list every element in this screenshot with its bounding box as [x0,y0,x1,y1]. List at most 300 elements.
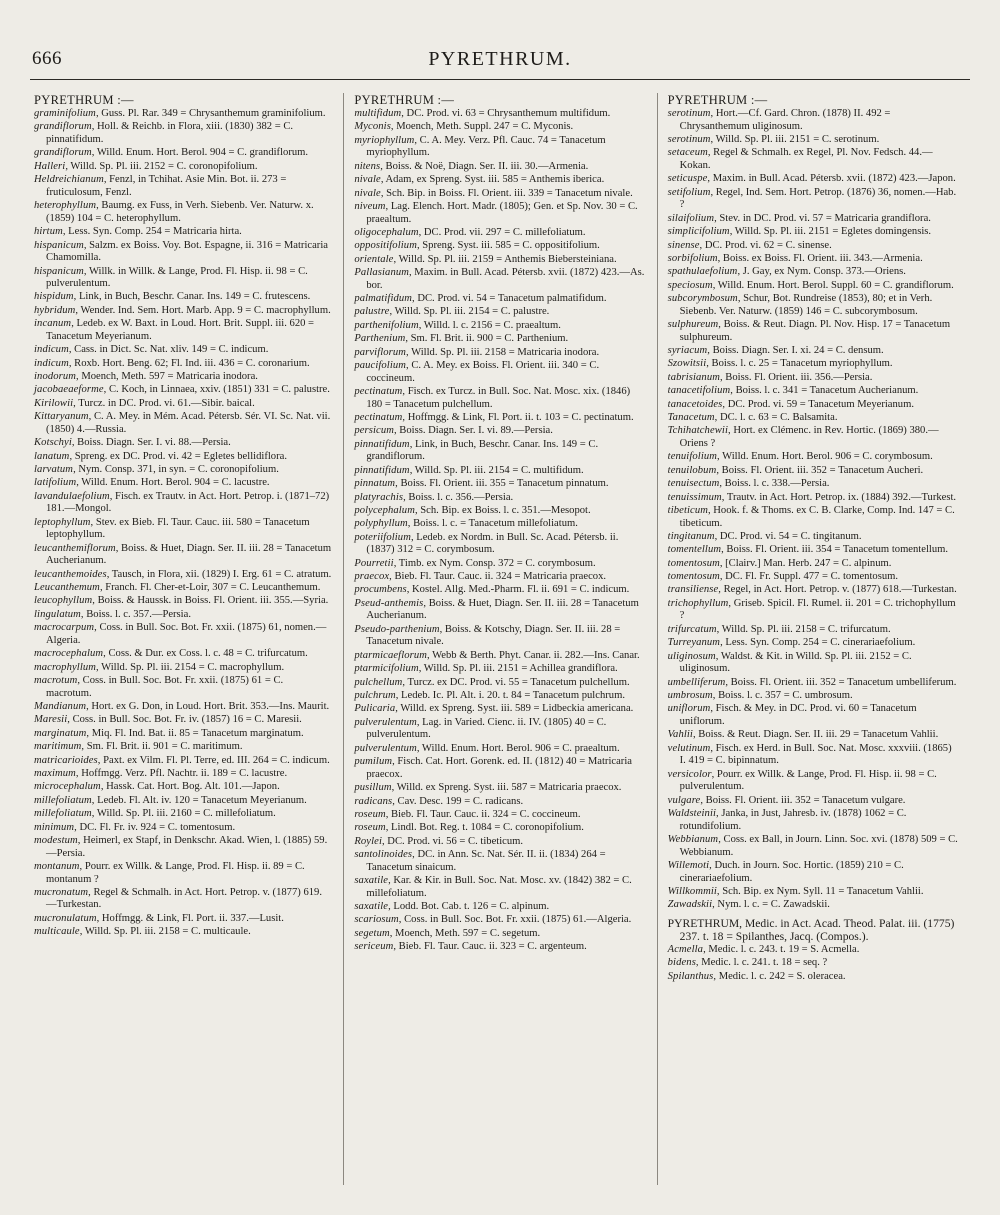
species-name: procumbens [354,584,407,596]
citation-text: , Link, in Buch, Beschr. Canar. Ins. 149 = C. frutescens. [73,291,311,303]
index-entry [668,385,958,398]
citation-text: , Coss. ex Ball, in Journ. Linn. Soc. xvi. (1878) 509 = C. Webbianum. [679,834,958,858]
citation-text: , Willd. Enum. Hort. Berol. 904 = C. grandiflorum. [91,147,309,159]
citation-text: , Heimerl, ex Stapf, in Denkschr. Akad. Wien, l. (1885) 59.—Persia. [46,834,328,859]
column-1 [30,93,343,1185]
index-entry [668,280,958,293]
species-name: sulphureum [667,319,719,331]
species-name: hispanicum [34,265,84,277]
index-entry [354,703,644,716]
index-entry [354,121,644,134]
index-entry [668,147,958,172]
index-entry [668,899,958,912]
index-entry [668,465,958,478]
species-name: Halleri [34,160,66,172]
species-name: Leucanthemum [34,582,100,594]
index-entry [668,412,958,425]
species-name: Pseud-anthemis [354,597,424,609]
species-name: bidens [667,957,696,969]
citation-text: , Willd. l. c. 2156 = C. praealtum. [418,319,561,331]
citation-text: , Fisch. ex Herd. in Bull. Soc. Nat. Mosc. xxxviii. (1865) I. 419 = C. bipinnatum. [679,742,952,767]
species-name: pinnatum [354,478,396,490]
species-name: indicum [34,344,69,356]
species-name: pulverulentum [354,742,417,754]
species-name: Turreyanum [667,637,721,649]
species-name: minimum [34,821,75,833]
species-name: trifurcatum [667,623,717,635]
citation-text: , Paxt. ex Vilm. Fl. Pl. Terre, ed. III. 264 = C. indicum. [97,754,330,766]
index-entry [668,886,958,899]
species-name: heterophyllum [34,200,97,212]
citation-text: , DC. Prod. vii. 297 = C. millefoliatum. [418,226,586,238]
species-name: trichophyllum [667,597,729,609]
citation-text: , Duch. in Journ. Soc. Hortic. (1859) 210 = C. cinerariaefolium. [679,860,904,884]
index-entry [34,714,331,727]
citation-text: , Maxim. in Bull. Acad. Pétersb. xvii. (1872) 423.—As. bor. [366,267,645,291]
citation-text: , Pourr. ex Willk. & Lange, Prod. Fl. Hisp. ii. 89 = C. montanum ? [46,860,305,885]
citation-text: , Timb. ex Nym. Consp. 372 = C. corymbosum. [393,557,596,569]
species-name: multifidum [354,108,402,119]
index-entry [34,795,331,808]
species-name: nivale [354,187,381,199]
index-entry [34,398,331,411]
index-entry [354,875,644,900]
citation-text: , C. A. Mey. in Mém. Acad. Pétersb. Sér. VI. Sc. Nat. vii. (1850) 4.—Russia. [46,411,331,435]
index-entry [354,518,644,531]
species-name: montanum [34,860,80,872]
species-name: Pallasianum [354,267,409,279]
citation-text: , Willd. Enum. Hort. Berol. 906 = C. corymbosum. [717,451,933,463]
index-entry [668,253,958,266]
species-name: spathulaefolium [667,266,738,278]
species-name: maritimum [34,741,82,753]
citation-text: , Willd. ex Spreng. Syst. iii. 587 = Matricaria praecox. [391,782,622,794]
index-entry [34,108,331,121]
citation-text: , Trautv. in Act. Hort. Petrop. ix. (1884) 392.—Turkest. [721,491,957,503]
entry-list [354,108,644,954]
citation-text: , Boiss. l. c. 357 = C. umbrosum. [712,690,853,702]
species-name: latifolium [34,477,77,489]
citation-text: , Hort. ex Clémenc. in Rev. Hortic. (1869) 380.—Oriens ? [679,425,939,449]
species-name: sinense [667,239,700,251]
citation-text: , Bieb. Fl. Taur. Cauc. ii. 324 = Matricaria praecox. [389,571,607,583]
index-entry [34,675,331,700]
index-entry [34,926,331,939]
citation-text: , Lag. Elench. Hort. Madr. (1805); Gen. et Sp. Nov. 30 = C. praealtum. [366,200,638,225]
index-entry [354,478,644,491]
citation-text: , DC. l. c. 63 = C. Balsamita. [714,412,838,423]
citation-text: , Willd. ex Spreng. Syst. iii. 589 = Lidbeckia americana. [395,703,634,715]
species-name: persicum [354,425,394,437]
species-name: hispidum [34,291,74,303]
species-name: hispanicum [34,239,84,251]
citation-text: , Hook. f. & Thoms. ex C. B. Clarke, Comp. Ind. 147 = C. tibeticum. [679,504,955,529]
citation-text: , Roxb. Hort. Beng. 62; Fl. Ind. iii. 436 = C. coronarium. [68,357,310,369]
index-entry [34,344,331,357]
index-entry [354,928,644,941]
citation-text: , Nym. l. c. = C. Zawadskii. [712,899,830,911]
species-name: matricarioides [34,754,98,766]
index-entry [34,622,331,647]
species-name: lavandulaefolium [34,490,110,502]
index-entry [668,729,958,742]
citation-text: , Medic. l. c. 242 = S. oleracea. [713,970,846,982]
index-entry [354,598,644,623]
species-name: leucanthemiflorum [34,542,116,554]
species-name: tomentosum [667,571,720,583]
citation-text: , Fenzl, in Tchihat. Asie Min. Bot. ii. 273 = fruticulosum, Fenzl. [46,174,287,198]
citation-text: , Willd. Sp. Pl. iii. 2152 = C. coronopifolium. [65,160,258,172]
species-name: ptarmicifolium [354,663,419,675]
index-entry [668,358,958,371]
index-entry [354,650,644,663]
index-entry [668,451,958,464]
index-entry [354,624,644,649]
citation-text: , Moench, Meth. 597 = C. segetum. [389,927,541,939]
index-entry [354,677,644,690]
index-entry [34,755,331,768]
index-entry [668,108,958,133]
species-name: tibeticum [667,504,708,516]
citation-text: , Link, in Buch, Beschr. Canar. Ins. 149 = C. grandiflorum. [366,438,599,463]
index-entry [34,582,331,595]
citation-text: , Boiss. l. c. 338.—Persia. [719,478,830,490]
species-name: tanacetoides [667,398,723,410]
citation-text: , Medic. l. c. 241. t. 18 = seq. ? [695,957,828,969]
citation-text: , Boiss. l. c. 357.—Persia. [80,608,191,620]
species-name: praecox [354,571,390,583]
index-entry [354,306,644,319]
citation-text: , Pourr. ex Willk. & Lange, Prod. Fl. Hisp. ii. 98 = C. pulverulentum. [679,768,937,793]
species-name: macrocarpum [34,622,95,634]
index-entry [354,505,644,518]
species-name: jacobaeaeforme [34,384,104,396]
citation-text: , Boiss. l. c. 341 = Tanacetum Aucherianum. [730,385,919,397]
species-name: Parthenium [354,333,406,345]
footer-lead: PYRETHRUM, Medic. in Act. Acad. Theod. Palat. iii. (1775) 237. t. 18 = Spilanthes, Jacq. (Compos.). [667,917,955,943]
species-name: velutinum [667,742,711,754]
citation-text: , Bieb. Fl. Taur. Cauc. ii. 323 = C. argenteum. [393,941,587,953]
citation-text: , Waldst. & Kit. in Willd. Sp. Pl. iii. 2152 = C. uliginosum. [679,650,912,675]
citation-text: , Griseb. Spicil. Fl. Rumel. ii. 201 = C. trichophyllum ? [679,597,956,622]
species-name: inodorum [34,371,77,383]
citation-text: , DC. Prod. vi. 56 = C. tibeticum. [382,835,524,847]
species-name: umbelliferum [667,676,726,688]
species-name: tenuifolium [667,451,718,463]
index-entry [34,161,331,174]
index-entry [354,663,644,676]
index-entry [668,372,958,385]
species-name: Kotschyi [34,437,72,449]
index-entry [354,901,644,914]
species-name: Vahlii [667,729,693,741]
citation-text: , Coss. & Dur. ex Coss. l. c. 48 = C. trifurcatum. [103,648,308,660]
citation-text: , Franch. Fl. Cher-et-Loir, 307 = C. Leucanthemum. [99,582,321,594]
citation-text: , Wender. Ind. Sem. Hort. Marb. App. 9 = C. macrophyllum. [75,304,331,316]
index-entry [34,371,331,384]
index-entry [34,437,331,450]
species-name: roseum [354,822,386,834]
species-name: seticuspe [667,173,708,185]
citation-text: , Boiss. ex Boiss. Fl. Orient. iii. 343.—Armenia. [717,252,923,264]
species-name: Acmella [667,944,704,956]
citation-text: , C. Koch, in Linnaea, xxiv. (1851) 331 = C. palustre. [103,384,330,396]
index-entry [668,399,958,412]
citation-text: , C. A. Mey. ex Boiss. Fl. Orient. iii. 340 = C. coccineum. [366,360,600,384]
species-name: Webbianum [667,834,719,846]
citation-text: , Sch. Bip. ex Boiss. l. c. 351.—Mesopot. [414,504,591,516]
citation-text: , Willd. Sp. Pl. iii. 2154 = C. palustre. [389,306,550,318]
index-entry [34,147,331,160]
index-entry [668,571,958,584]
species-name: pumilum [354,756,393,768]
index-entry [668,226,958,239]
citation-text: , Turcz. in DC. Prod. vi. 61.—Sibir. baical. [73,397,255,409]
citation-text: , Boiss. & Noë, Diagn. Ser. II. iii. 30.—Armenia. [380,160,589,172]
index-entry [668,134,958,147]
citation-text: , Moench, Meth. Suppl. 247 = C. Myconis. [390,121,574,133]
index-entry [668,240,958,253]
species-name: paucifolium [354,360,407,372]
citation-text: , Boiss. & Haussk. in Boiss. Fl. Orient. iii. 355.—Syria. [92,595,329,607]
index-entry [34,200,331,225]
index-entry [34,491,331,516]
species-name: serotinum [667,133,711,145]
species-name: subcorymbosum [667,293,738,305]
species-name: Spilanthus [667,970,714,982]
index-entry [34,384,331,397]
index-entry [668,266,958,279]
citation-text: , DC. Prod. vi. 54 = C. tingitanum. [714,530,862,542]
citation-text: , Janka, in Just, Jahresb. iv. (1878) 1062 = C. rotundifolium. [679,808,907,832]
index-entry [354,465,644,478]
species-name: myriophyllum [354,134,415,146]
citation-text: , Hort. ex G. Don, in Loud. Hort. Brit. 353.—Ins. Maurit. [86,701,330,713]
species-name: polyphyllum [354,518,408,530]
species-name: maximum [34,767,76,779]
species-name: setifolium [667,186,711,198]
citation-text: , Sch. Bip. ex Nym. Syll. 11 = Tanacetum Vahlii. [716,886,924,898]
index-entry [668,531,958,544]
index-entry [34,609,331,622]
species-name: versicolor [667,768,712,780]
index-entry [354,756,644,781]
index-entry [668,651,958,676]
species-name: tabrisianum [667,371,720,383]
page-header [30,46,970,76]
citation-text: , Regel, in Act. Hort. Petrop. v. (1877) 618.—Turkestan. [718,584,957,596]
species-name: radicans [354,795,393,807]
citation-text: , Willd. Enum. Hort. Berol. Suppl. 60 = C. grandiflorum. [712,279,954,291]
index-entry [668,808,958,833]
index-entry [34,543,331,568]
index-entry [354,571,644,584]
species-name: Mandianum [34,701,87,713]
species-name: transiliense [667,584,719,596]
citation-text: , Hassk. Cat. Hort. Bog. Alt. 101.—Japon. [100,781,280,793]
species-name: marginatum [34,727,87,739]
citation-text: , Cass. in Dict. Sc. Nat. xliv. 149 = C. indicum. [68,344,269,356]
citation-text: , Regel & Schmalh. ex Regel, Pl. Nov. Fedsch. 44.—Kokan. [679,147,933,171]
species-name: mucronulatum [34,912,97,924]
citation-text: , Ledeb. ex W. Baxt. in Loud. Hort. Brit. Suppl. iii. 620 = Tanacetum Meyerianum. [46,318,315,342]
citation-text: , Adam, ex Spreng. Syst. iii. 585 = Anthemis iberica. [380,174,605,186]
index-entry [668,703,958,728]
citation-text: , Boiss. Fl. Orient. iii. 356.—Persia. [719,371,873,383]
citation-text: , DC. Prod. vi. 54 = Tanacetum palmatifidum. [412,293,607,305]
index-entry [668,544,958,557]
index-entry [34,358,331,371]
citation-text: , Fisch. Cat. Hort. Gorenk. ed. II. (1812) 40 = Matricaria praecox. [366,756,632,780]
citation-text: , Stev. ex Bieb. Fl. Taur. Cauc. iii. 580 = Tanacetum leptophyllum. [46,516,310,541]
index-entry [354,796,644,809]
index-entry [354,108,644,121]
index-entry [354,227,644,240]
citation-text: , Willd. Sp. Pl. iii. 2160 = C. millefoliatum. [91,808,276,820]
citation-text: , Willd. Sp. Pl. iii. 2159 = Anthemis Biebersteiniana. [393,253,617,265]
species-name: incanum [34,318,72,330]
index-entry [668,478,958,491]
index-columns [30,93,970,1185]
index-entry [668,795,958,808]
index-entry [668,637,958,650]
species-name: lingulatum [34,608,81,620]
index-entry [354,135,644,160]
citation-text: , Hoffmgg. Verz. Pfl. Nachtr. ii. 189 = C. lacustre. [75,767,288,779]
genus-footer [668,918,958,983]
column-heading: PYRETHRUM :— [667,93,768,107]
species-name: silaifolium [667,212,715,224]
species-name: parviflorum [354,346,407,358]
index-entry [354,743,644,756]
index-entry [354,412,644,425]
species-name: mucronatum [34,886,89,898]
species-name: setaceum [667,147,708,159]
species-name: multicaule [34,926,80,938]
citation-text: , Boiss. Fl. Orient. iii. 355 = Tanacetum pinnatum. [395,478,609,490]
index-entry [354,584,644,597]
index-entry [668,505,958,530]
entry-list [668,108,958,912]
citation-text: , Ledeb. ex Nordm. in Bull. Sc. Acad. Pétersb. ii. (1837) 312 = C. corymbosum. [366,531,619,556]
species-name: Myconis [354,121,391,133]
species-name: tenuissimum [667,491,722,503]
index-entry [354,809,644,822]
species-name: santolinoides [354,849,413,861]
index-entry [668,213,958,226]
citation-text: , Boiss. Diagn. Ser. I. vi. 88.—Persia. [71,437,231,449]
species-name: palustre [354,306,390,318]
index-entry [354,161,644,174]
citation-text: , Willd. Sp. Pl. iii. 2158 = Matricaria inodora. [406,346,600,358]
citation-text: , Spreng. ex DC. Prod. vi. 42 = Egletes bellidiflora. [69,450,287,462]
index-entry [34,701,331,714]
citation-text: , Fisch. ex Trautv. in Act. Hort. Petrop. i. (1871–72) 181.—Mongol. [46,490,330,515]
index-entry [668,584,958,597]
species-name: niveum [354,200,386,212]
index-entry [354,558,644,571]
index-entry [668,293,958,318]
species-name: Willkommii [667,886,717,898]
citation-text: , Regel, Ind. Sem. Hort. Petrop. (1876) 36, nomen.—Hab. ? [679,186,957,211]
index-entry [668,957,958,970]
index-entry [354,347,644,360]
citation-text: , Schur, Bot. Rundreise (1853), 80; et in Verh. Siebenb. Ver. Naturw. (1859) 146 = C. subcorymbosum. [679,293,933,317]
species-name: syriacum [667,345,708,357]
species-name: hirtum [34,226,63,238]
species-name: poteriifolium [354,531,411,543]
citation-text: , Cav. Desc. 199 = C. radicans. [392,795,524,807]
index-entry [668,558,958,571]
species-name: lanatum [34,450,70,462]
column-3 [657,93,970,1185]
citation-text: , C. A. Mey. Verz. Pfl. Cauc. 74 = Tanacetum myriophyllum. [366,134,606,159]
species-name: tanacetifolium [667,385,731,397]
species-name: macrotum [34,675,78,687]
species-name: Pseudo-parthenium [354,623,440,635]
index-entry [354,914,644,927]
citation-text: , DC. in Ann. Sc. Nat. Sér. II. ii. (1834) 264 = Tanacetum sinaicum. [366,849,606,873]
header-rule [30,79,970,80]
index-entry [354,849,644,874]
citation-text: , Sm. Fl. Brit. ii. 901 = C. maritimum. [81,741,243,753]
index-entry [34,861,331,886]
citation-text: , Turcz. ex DC. Prod. vi. 55 = Tanacetum pulchellum. [402,676,630,688]
index-entry [354,320,644,333]
species-name: Kirilowii [34,397,74,409]
index-entry [34,411,331,436]
index-entry [668,743,958,768]
index-entry [354,333,644,346]
index-entry [668,187,958,212]
species-name: pusillum [354,782,392,794]
citation-text: , Less. Syn. Comp. 254 = C. cinerariaefolium. [720,637,916,649]
citation-text: , J. Gay, ex Nym. Consp. 373.—Oriens. [737,266,906,278]
species-name: leptophyllum [34,516,91,528]
index-entry [668,834,958,859]
species-name: leucophyllum [34,595,93,607]
index-entry [668,425,958,450]
species-name: platyrachis [354,491,404,503]
species-name: saxatile [354,901,389,913]
index-entry [34,781,331,794]
index-entry [34,291,331,304]
species-name: Tanacetum [667,412,715,423]
citation-text: , Moench, Meth. 597 = Matricaria inodora. [76,371,258,383]
citation-text: , Coss. in Bull. Soc. Bot. Fr. iv. (1857) 16 = C. Maresii. [67,714,302,726]
species-name: tomentosum [667,557,720,569]
citation-text: , Coss. in Bull. Soc. Bot. Fr. xxii. (1875) 61, nomen.—Algeria. [46,622,327,646]
index-entry [668,769,958,794]
citation-text: , Ledeb. Fl. Alt. iv. 120 = Tanacetum Meyerianum. [91,794,307,806]
citation-text: , Willd. Sp. Pl. iii. 2154 = C. multifidum. [409,464,584,476]
species-name: sorbifolium [667,252,718,264]
citation-text: , Maxim. in Bull. Acad. Pétersb. xvii. (1872) 423.—Japon. [707,173,956,185]
citation-text: , Hoffmgg. & Link, Fl. Port. ii. t. 103 = C. pectinatum. [402,412,634,423]
citation-text: , Willd. Enum. Hort. Berol. 906 = C. praealtum. [416,742,620,754]
index-entry [34,768,331,781]
species-name: graminifolium [34,108,96,119]
entry-list [34,108,331,939]
index-entry [354,439,644,464]
citation-text: , Lag. in Varied. Cienc. ii. IV. (1805) 40 = C. pulverulentum. [366,716,607,741]
citation-text: , Salzm. ex Boiss. Voy. Bot. Espagne, ii. 316 = Matricaria Chamomilla. [46,239,328,264]
index-entry [354,240,644,253]
citation-text: , Boiss. Diagn. Ser. I. xi. 24 = C. densum. [707,345,884,357]
index-entry [354,254,644,267]
species-name: grandiflorum [34,147,92,159]
index-entry [354,360,644,385]
